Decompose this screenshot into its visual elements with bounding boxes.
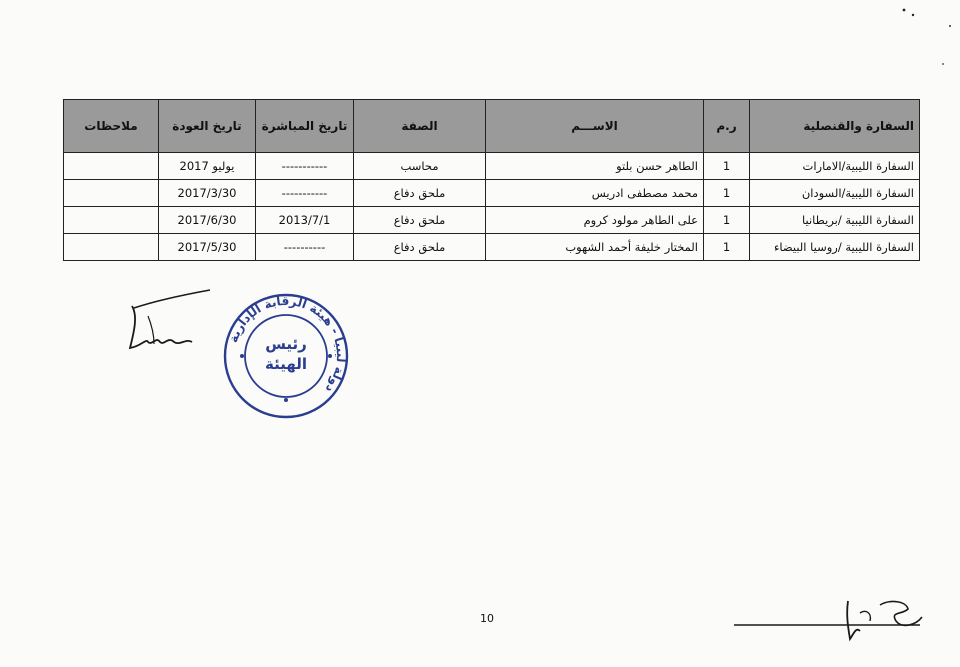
cell-number: 1 bbox=[704, 234, 750, 261]
cell-notes bbox=[64, 207, 159, 234]
table-header-row bbox=[64, 100, 920, 153]
cell-role: محاسب bbox=[354, 153, 486, 180]
cell-role: ملحق دفاع bbox=[354, 180, 486, 207]
cell-name: الطاهر حسن بلتو bbox=[486, 153, 704, 180]
cell-return-date: 2017/3/30 bbox=[159, 180, 256, 207]
cell-role: ملحق دفاع bbox=[354, 207, 486, 234]
header-role: الصفة bbox=[354, 100, 486, 153]
stamp-ring-text: دولة ليبيا - هيئة الرقابة الإدارية bbox=[226, 293, 349, 396]
cell-name: محمد مصطفى ادريس bbox=[486, 180, 704, 207]
scan-specks bbox=[895, 2, 955, 72]
header-number: ر.م bbox=[704, 100, 750, 153]
signature-right bbox=[730, 595, 930, 645]
page-number: 10 bbox=[480, 612, 494, 625]
personnel-table bbox=[63, 99, 920, 261]
header-return-date: تاريخ العودة bbox=[159, 100, 256, 153]
cell-return-date: 2017/6/30 bbox=[159, 207, 256, 234]
header-embassy: السفارة والقنصلية bbox=[750, 100, 920, 153]
signature-left bbox=[118, 286, 218, 356]
header-notes: ملاحظات bbox=[64, 100, 159, 153]
official-stamp bbox=[222, 292, 350, 420]
table-row bbox=[64, 234, 920, 261]
cell-start-date: ---------- bbox=[256, 234, 354, 261]
cell-name: المختار خليفة أحمد الشهوب bbox=[486, 234, 704, 261]
cell-start-date: 2013/7/1 bbox=[256, 207, 354, 234]
cell-start-date: ----------- bbox=[256, 153, 354, 180]
table-row bbox=[64, 207, 920, 234]
cell-embassy: السفارة الليبية/الامارات bbox=[750, 153, 920, 180]
header-name: الاســـم bbox=[486, 100, 704, 153]
table-row bbox=[64, 153, 920, 180]
header-start-date: تاريخ المباشرة bbox=[256, 100, 354, 153]
stamp-line-2: الهيئة bbox=[264, 355, 308, 373]
cell-notes bbox=[64, 180, 159, 207]
stamp-inner-text bbox=[222, 334, 350, 374]
cell-number: 1 bbox=[704, 207, 750, 234]
cell-return-date: يوليو 2017 bbox=[159, 153, 256, 180]
cell-number: 1 bbox=[704, 180, 750, 207]
cell-embassy: السفارة الليبية /روسيا البيضاء bbox=[750, 234, 920, 261]
cell-name: على الطاهر مولود كروم bbox=[486, 207, 704, 234]
stamp-line-1: رئيس bbox=[265, 335, 307, 353]
cell-notes bbox=[64, 153, 159, 180]
cell-return-date: 2017/5/30 bbox=[159, 234, 256, 261]
cell-start-date: ----------- bbox=[256, 180, 354, 207]
cell-embassy: السفارة الليبية/السودان bbox=[750, 180, 920, 207]
cell-number: 1 bbox=[704, 153, 750, 180]
cell-notes bbox=[64, 234, 159, 261]
cell-role: ملحق دفاع bbox=[354, 234, 486, 261]
cell-embassy: السفارة الليبية /بريطانيا bbox=[750, 207, 920, 234]
table-row bbox=[64, 180, 920, 207]
